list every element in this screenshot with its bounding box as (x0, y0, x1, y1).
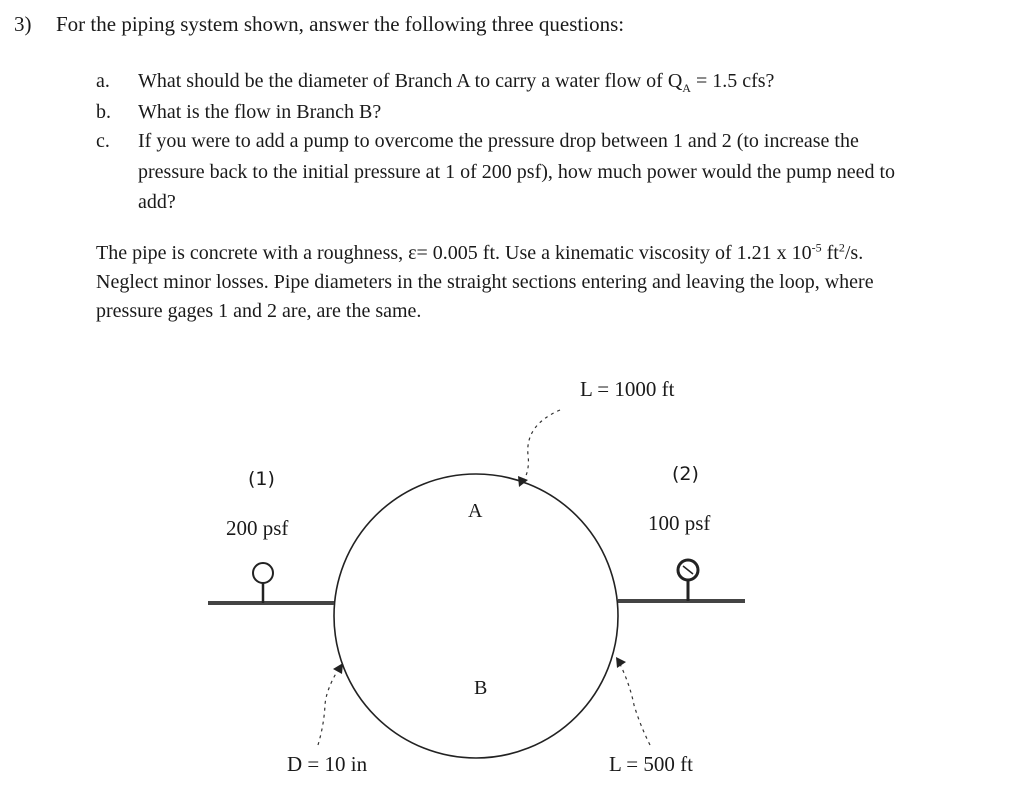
question-title: For the piping system shown, answer the following three questions: (56, 12, 625, 36)
item-c-line-2: pressure back to the initial pressure at 1 of 200 psf), how much power would the pump need to (138, 161, 896, 183)
paragraph-line-1-a: The pipe is concrete with a roughness, ε= 0.005 ft. Use a kinematic viscosity of 1.21 x 10 (96, 242, 812, 264)
leader-length-b (616, 657, 650, 745)
question-number: 3) (14, 12, 32, 36)
pressure-gauge-2-icon (678, 560, 698, 601)
paragraph-line-2: Neglect minor losses. Pipe diameters in the straight sections entering and leaving the loop, where (96, 271, 874, 293)
item-a-letter: a. (96, 70, 110, 92)
item-c-line-3: add? (138, 191, 176, 213)
gauge-2-label: (2) (672, 463, 699, 485)
gauge-2-pressure: 100 psf (648, 511, 711, 535)
item-a-subscript: A (682, 81, 691, 95)
paragraph-line-1-b: ft (821, 242, 839, 264)
item-b-letter: b. (96, 101, 111, 123)
length-a-label: L = 1000 ft (580, 377, 675, 401)
length-b-label: L = 500 ft (609, 752, 693, 776)
leader-diameter (318, 663, 343, 745)
leader-length-a (518, 410, 560, 487)
diameter-label: D = 10 in (287, 752, 368, 776)
item-c-letter: c. (96, 130, 110, 152)
item-b-text: What is the flow in Branch B? (138, 101, 382, 123)
pressure-gauge-1-icon (253, 563, 273, 603)
paragraph-line-1-c: /s. (844, 242, 864, 264)
paragraph-exponent: -5 (811, 240, 822, 255)
branch-b-label: B (474, 677, 488, 699)
paragraph-line-3: pressure gages 1 and 2 are, are the same. (96, 300, 422, 322)
item-c-line-1: If you were to add a pump to overcome the pressure drop between 1 and 2 (to increase the (138, 130, 859, 152)
item-a-text-before: What should be the diameter of Branch A to carry a water flow of Q (138, 70, 683, 92)
paragraph-unit-exponent: 2 (838, 240, 845, 255)
branch-a-label: A (468, 500, 483, 522)
gauge-1-label: (1) (248, 468, 275, 490)
item-a-text-after: = 1.5 cfs? (690, 70, 775, 92)
gauge-1-pressure: 200 psf (226, 516, 289, 540)
